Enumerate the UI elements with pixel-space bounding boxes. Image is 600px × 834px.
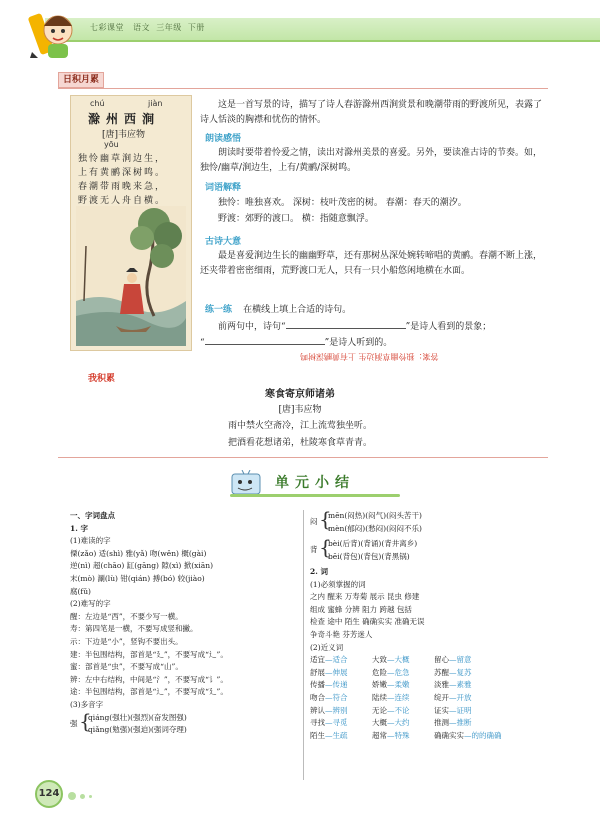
synonym-dash: — — [449, 692, 457, 702]
poem-illustration — [76, 206, 186, 346]
polyphone-reading: mèn(郁闷)(愁闷)(闷闷不乐) — [328, 523, 422, 533]
words-line-2: 野渡：郊野的渡口。 横：指随意飘浮。 — [218, 214, 374, 224]
line-pinyin: yōu — [104, 140, 119, 149]
polyphone-reading: qiáng(强壮)(强烈)(奋发图强) — [88, 712, 187, 722]
left-col-line: 寿：第四笔是一横，不要写成竖和撇。 — [70, 624, 198, 634]
synonym-word: 大致 — [372, 655, 387, 665]
synonym-answer: 伸展 — [332, 667, 348, 677]
words-heading: 2. 词 — [310, 567, 328, 576]
synonym-word: 舒展 — [310, 667, 325, 677]
synonym-heading: (2)近义词 — [310, 642, 344, 652]
synonym-word: 无论 — [372, 705, 387, 715]
polyphone-reading: mēn(闷热)(闷气)(闷头苦干) — [328, 511, 422, 520]
synonym-dash: — — [387, 705, 395, 715]
synonym-row — [310, 730, 524, 743]
left-col-line: (2)难写的字 — [70, 599, 111, 609]
left-col-line: 末(mò) 涮(lù) 钳(qián) 搏(bó) 较(jiào) — [70, 573, 205, 583]
accumulate-poem-title: 寒食寄京师诸弟 — [265, 389, 335, 400]
synonym-answer: 证明 — [456, 705, 472, 715]
polyphone-reading: bèi(后背)(背诵)(背井离乡) — [328, 539, 418, 548]
accumulate-poem-line: 雨中禁火空斋冷，江上流莺独坐听。 — [227, 421, 372, 431]
synonym-pair — [434, 717, 524, 730]
synonym-dash: — — [449, 705, 457, 715]
exercise-line-1: 前两句中，诗句“ ”是诗人看到的景象； — [200, 319, 550, 335]
reading-heading: 朗读感悟 — [205, 134, 242, 144]
synonym-pair — [434, 705, 524, 718]
synonym-dash: — — [325, 680, 333, 690]
column-divider — [303, 510, 304, 780]
synonym-answer: 留意 — [456, 655, 472, 665]
synonym-answer: 的的确确 — [471, 730, 502, 740]
poem-title: 滁州西涧 — [88, 112, 161, 126]
section-tab: 日积月累 — [58, 72, 104, 88]
synonym-dash: — — [325, 692, 333, 702]
mascot-icon — [28, 6, 82, 60]
synonym-pair — [372, 692, 434, 705]
synonym-word: 淡雅 — [434, 680, 449, 690]
synonym-answer: 符合 — [332, 692, 348, 702]
synonym-pair — [310, 679, 372, 692]
synonym-dash: — — [464, 730, 472, 740]
decor-dot — [68, 792, 76, 800]
left-col-line: 建：半包围结构，部首是“廴”，不要写成“辶”。 — [70, 649, 228, 659]
synonym-dash: — — [325, 730, 333, 740]
synonym-answer: 危急 — [394, 667, 410, 677]
polyphone-group — [70, 708, 228, 738]
synonym-answer: 生疏 — [332, 730, 348, 740]
poem-line: 春潮带雨晚来急， — [78, 182, 167, 192]
synonym-pair — [434, 692, 524, 705]
right-column — [310, 507, 524, 742]
left-col-line: (3)多音字 — [70, 699, 104, 709]
synonym-word: 适宜 — [310, 655, 325, 665]
synonym-pair — [310, 705, 372, 718]
synonym-answer: 开放 — [456, 692, 472, 702]
left-col-line: 醒：左边是“西”，不要少写一横。 — [70, 611, 183, 621]
accumulate-poem-line: 把酒看花想诸弟，杜陵寒食草青青。 — [227, 438, 372, 448]
synonym-pair — [434, 679, 524, 692]
decor-dot — [80, 794, 85, 799]
synonym-answer: 素雅 — [456, 680, 472, 690]
synonym-dash: — — [387, 667, 395, 677]
synonym-pair — [372, 730, 434, 743]
brace-icon: { — [79, 708, 92, 733]
polyphone-char: 背 — [310, 545, 318, 554]
synonym-dash: — — [387, 730, 395, 740]
synonym-answer: 连续 — [394, 692, 410, 702]
synonym-word: 确确实实 — [434, 730, 464, 740]
left-col-line: 逆(nì) 超(chāo) 缸(gāng) 隙(xì) 掀(xiān) — [70, 561, 214, 571]
reading-paragraph: 朗读时要带着怜爱之情，读出对滁州美景的喜爱。另外，要读准古诗的节奏。如，独怜/幽草/涧边生，上有/黄鹂/深树鸣。 — [200, 148, 543, 173]
synonym-pair — [372, 679, 434, 692]
synonym-pair — [310, 730, 372, 743]
brace-icon: { — [319, 507, 332, 531]
synonym-answer: 寻觅 — [332, 718, 348, 728]
meaning-heading: 古诗大意 — [205, 237, 242, 247]
upside-down-answer: 答案：独怜幽草涧边生 上有黄鹂深树鸣 — [300, 352, 439, 361]
synonym-word: 吻合 — [310, 692, 325, 702]
accumulate-heading: 我积累 — [88, 374, 116, 384]
must-row: 组成 蜜蜂 分辨 阻力 跨越 包括 — [310, 604, 412, 614]
synonym-dash: — — [449, 718, 457, 728]
synonym-pair — [434, 730, 524, 743]
synonym-answer: 复苏 — [456, 667, 472, 677]
synonym-dash: — — [387, 692, 395, 702]
synonym-word: 苏醒 — [434, 667, 449, 677]
synonym-row — [310, 705, 524, 718]
synonym-dash: — — [387, 655, 395, 665]
synonym-dash: — — [387, 680, 395, 690]
synonym-row — [310, 654, 524, 667]
polyphone-char: 闷 — [310, 517, 318, 526]
synonym-answer: 适合 — [332, 655, 348, 665]
synonym-answer: 辨别 — [332, 705, 348, 715]
synonym-pair — [310, 667, 372, 680]
synonym-answer: 特殊 — [394, 730, 410, 740]
synonym-word: 绽开 — [434, 692, 449, 702]
left-col-line: 示：下边是“小”，竖钩不要出头。 — [70, 636, 183, 646]
answer-blank[interactable] — [286, 319, 406, 329]
synonym-dash: — — [387, 718, 395, 728]
accumulate-poem-author: [唐]韦应物 — [278, 405, 322, 415]
poem-line: 独怜幽草涧边生， — [78, 154, 167, 164]
left-column — [70, 510, 228, 738]
header-text: 七彩课堂 语文 三年级 下册 — [90, 23, 205, 32]
synonym-word: 留心 — [434, 655, 449, 665]
synonym-row — [310, 692, 524, 705]
synonym-pair — [310, 692, 372, 705]
left-col-line: 腐(fǔ) — [70, 586, 91, 596]
left-col-line: 1. 字 — [70, 523, 88, 533]
polyphone-char: 强 — [70, 718, 78, 728]
unit-summary-title: 单元小结 — [275, 475, 355, 491]
synonym-dash: — — [449, 655, 457, 665]
synonym-pair — [310, 654, 372, 667]
synonym-list — [310, 654, 524, 742]
synonym-pair — [434, 654, 524, 667]
banner-underline — [230, 494, 400, 497]
must-heading: (1)必须掌握的词 — [310, 579, 366, 589]
meaning-paragraph: 最是喜爱涧边生长的幽幽野草，还有那树丛深处婉转啼唱的黄鹂。春潮不断上涨，还夹带着密密细雨，荒野渡口无人，只有一只小船悠闲地横在水面。 — [200, 251, 543, 276]
synonym-word: 陌生 — [310, 730, 325, 740]
poem-line: 上有黄鹂深树鸣。 — [78, 168, 167, 178]
synonym-pair — [372, 667, 434, 680]
synonym-word: 娇嫩 — [372, 680, 387, 690]
polyphone-reading: qiǎng(勉强)(强迫)(强词夺理) — [88, 725, 187, 735]
synonym-answer: 不论 — [394, 705, 410, 715]
synonym-answer: 柔嫩 — [394, 680, 410, 690]
synonym-pair — [372, 654, 434, 667]
must-row: 争奇斗艳 芬芳迷人 — [310, 629, 373, 639]
section-divider — [58, 88, 548, 89]
exercise-heading: 练一练 在横线上填上合适的诗句。 — [205, 305, 352, 315]
synonym-word: 危险 — [372, 667, 387, 677]
synonym-dash: — — [449, 680, 457, 690]
synonym-word: 证实 — [434, 705, 449, 715]
page-header — [0, 0, 600, 70]
synonym-answer: 大概 — [394, 655, 410, 665]
brace-icon: { — [319, 535, 332, 559]
synonym-pair — [372, 717, 434, 730]
synonym-word: 寻找 — [310, 718, 325, 728]
synonym-answer: 大约 — [394, 718, 410, 728]
synonym-word: 推测 — [434, 718, 449, 728]
synonym-word: 陆续 — [372, 692, 387, 702]
synonym-row — [310, 667, 524, 680]
left-col-line: 辨：左中右结构，中间是“氵”，不要写成“讠”。 — [70, 674, 228, 684]
synonym-pair — [372, 705, 434, 718]
must-row: 之内 醒来 万寿菊 展示 昆虫 修建 — [310, 592, 420, 602]
polyphone-group — [310, 535, 524, 566]
poem-author: [唐]韦应物 — [102, 130, 146, 140]
words-heading: 词语解释 — [205, 183, 242, 193]
left-col-line: 途：半包围结构，部首是“辶”，不要写成“廴”。 — [70, 687, 228, 697]
left-col-line: 蜜：部首是“虫”，不要写成“山”。 — [70, 662, 183, 672]
polyphone-group — [310, 507, 524, 536]
synonym-word: 大概 — [372, 718, 387, 728]
answer-blank[interactable] — [205, 335, 325, 345]
left-col-line: 傈(zǎo) 适(shì) 雅(yǎ) 吻(wěn) 概(gài) — [70, 548, 207, 558]
words-line-1: 独怜：唯独喜欢。 深树：枝叶茂密的树。 春潮：春天的潮汐。 — [218, 198, 467, 208]
synonym-word: 超常 — [372, 730, 387, 740]
exercise-line-2: “ ”是诗人听到的。 — [200, 335, 550, 351]
must-row: 检查 途中 陌生 确确实实 准确无误 — [310, 617, 425, 627]
left-col-line: 一、字词盘点 — [70, 511, 115, 520]
synonym-word: 传播 — [310, 680, 325, 690]
synonym-pair — [310, 717, 372, 730]
synonym-word: 辨认 — [310, 705, 325, 715]
polyphone-reading: bēi(背包)(背包)(背黑锅) — [328, 551, 410, 561]
poem-line: 野渡无人舟自横。 — [78, 196, 167, 206]
synonym-dash: — — [325, 705, 333, 715]
synonym-answer: 传递 — [332, 680, 348, 690]
synonym-dash: — — [325, 655, 333, 665]
title-pinyin-1: chú — [90, 99, 105, 108]
page-number: 124 — [35, 780, 63, 808]
left-col-line: (1)难读的字 — [70, 536, 111, 546]
synonym-dash: — — [325, 667, 333, 677]
title-pinyin-2: jiàn — [148, 99, 163, 108]
synonym-answer: 推断 — [456, 718, 472, 728]
synonym-row — [310, 679, 524, 692]
synonym-dash: — — [449, 667, 457, 677]
synonym-row — [310, 717, 524, 730]
intro-paragraph: 这是一首写景的诗，描写了诗人春游滁州西涧赏景和晚潮带雨的野渡所见，表露了诗人恬淡的胸襟和忧伤的情怀。 — [200, 100, 543, 125]
synonym-pair — [434, 667, 524, 680]
decor-dot — [89, 795, 92, 798]
synonym-dash: — — [325, 718, 333, 728]
